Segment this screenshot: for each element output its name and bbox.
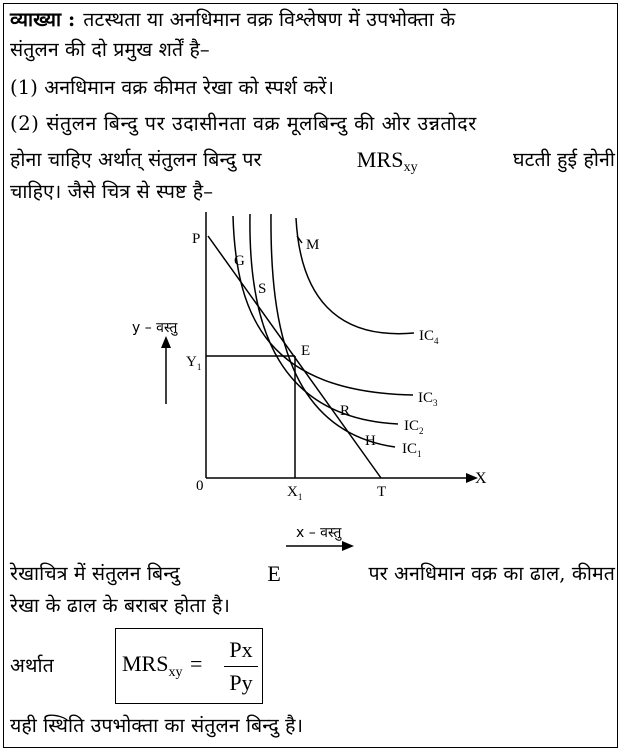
point-P: P	[192, 231, 201, 247]
formula-numerator: Px	[229, 637, 253, 662]
x-arrow-head	[342, 541, 354, 551]
formula-equals: =	[189, 651, 203, 676]
conclusion: यही स्थिति उपभोक्ता का संतुलन बिन्दु है।	[10, 714, 304, 737]
ic4-curve	[296, 218, 414, 334]
condition-2-line2-a: होना चाहिए अर्थात् संतुलन बिन्दु पर	[10, 148, 262, 171]
x-axis-label: x – वस्तु	[296, 525, 342, 541]
after-line1-b: पर अनधिमान वक्र का ढाल, कीमत	[368, 562, 615, 585]
ic3-main: IC	[418, 390, 433, 406]
point-R: R	[340, 403, 351, 419]
ic4-label	[419, 328, 439, 346]
origin-label: 0	[196, 478, 204, 494]
para1-line2: संतुलन की दो प्रमुख शर्तें है–	[10, 38, 210, 61]
after-line1	[10, 560, 615, 588]
ic2-label	[404, 418, 424, 436]
y-arrow-head	[161, 336, 171, 348]
point-T: T	[377, 484, 387, 500]
after-line2: रेखा के ढाल के बराबर होता है।	[10, 594, 230, 617]
ic4-sub: 4	[434, 336, 439, 346]
condition-2-line2-b: घटती हुई होनी	[512, 148, 615, 171]
point-G: G	[234, 253, 245, 269]
point-M: M	[306, 237, 320, 253]
ic2-main: IC	[404, 418, 419, 434]
fraction-bar	[224, 666, 258, 667]
condition-2-line3: चाहिए। जैसे चित्र से स्पष्ट है–	[10, 180, 214, 203]
formula-box	[115, 628, 263, 704]
formula-denominator: Py	[229, 670, 253, 695]
x1-sub: 1	[297, 492, 303, 502]
point-Y1	[186, 354, 201, 372]
ic4-main: IC	[419, 328, 434, 344]
ic1-sub: 1	[417, 449, 422, 459]
after-line1-a: रेखाचित्र में संतुलन बिन्दु	[10, 562, 180, 585]
x1-main: X	[287, 484, 298, 500]
mrs-text: MRS	[356, 147, 404, 172]
heading-label: व्याख्या :	[10, 8, 76, 31]
ic3-label	[418, 390, 438, 408]
ic3-curve	[233, 216, 413, 395]
formula-fraction	[224, 637, 258, 696]
point-E: E	[301, 343, 311, 359]
point-E-ref: E	[267, 561, 281, 586]
y1-main: Y	[186, 354, 197, 370]
ic3-sub: 3	[433, 398, 438, 408]
condition-2-line1: (2) संतुलन बिन्दु पर उदासीनता वक्र मूलबिन्दु की ओर उन्नतोदर	[10, 112, 477, 135]
condition-1: (1) अनधिमान वक्र कीमत रेखा को स्पर्श करें।	[10, 76, 335, 99]
formula-mrs: MRS	[122, 651, 169, 676]
point-S: S	[258, 281, 267, 297]
para1-line1-text: तटस्थता या अनधिमान वक्र विश्लेषण में उपभोक्ता के	[83, 8, 456, 31]
point-X1	[287, 484, 302, 502]
formula-lhs	[122, 651, 202, 681]
x-axis-end-label: X	[475, 470, 487, 487]
formula-mrs-sub: xy	[168, 665, 183, 680]
y-axis-label: y – वस्तु	[132, 320, 178, 336]
ic1-label	[402, 441, 422, 459]
mrs-subscript: xy	[403, 160, 418, 175]
formula-prefix: अर्थात	[10, 654, 54, 677]
y1-sub: 1	[196, 362, 202, 372]
ic2-sub: 2	[419, 426, 424, 436]
ic1-main: IC	[402, 441, 417, 457]
point-H: H	[365, 433, 376, 449]
